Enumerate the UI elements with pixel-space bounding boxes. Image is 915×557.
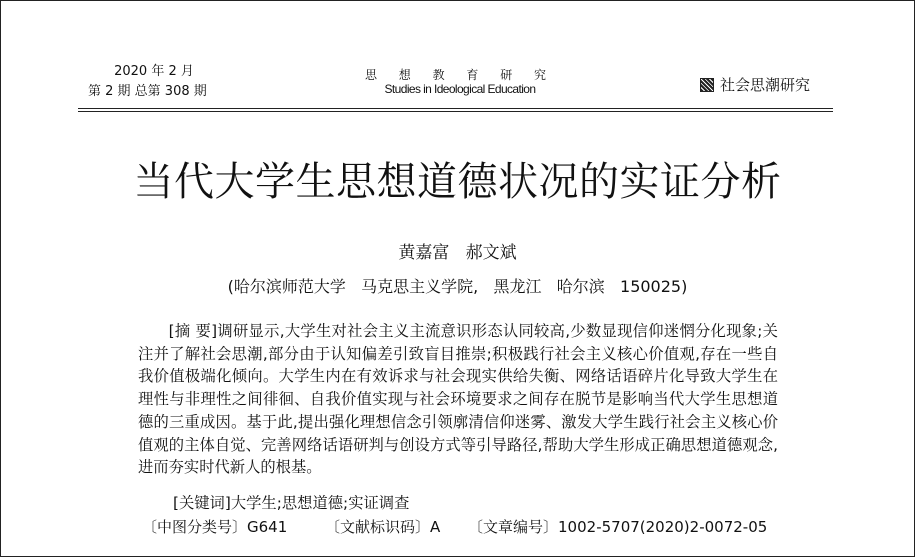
article-title: 当代大学生思想道德状况的实证分析: [133, 159, 782, 205]
journal-title-en: Studies in Ideological Education: [384, 82, 536, 96]
article-authors: 黄嘉富 郝文斌: [398, 243, 517, 263]
document-code: [325, 516, 440, 537]
column-name: [700, 74, 810, 95]
keywords-label: [关键词]: [173, 494, 231, 512]
author-affiliation: (哈尔滨师范大学 马克思主义学院, 黑龙江 哈尔滨 150025): [227, 277, 688, 296]
article-number: [468, 516, 767, 537]
keywords: [173, 491, 409, 513]
journal-title-cn: 思 想 教 育 研 究: [364, 68, 556, 82]
abstract: [138, 320, 778, 479]
header-rule-bottom: [78, 111, 833, 112]
article-no-value: 1002-5707(2020)2-0072-05: [558, 518, 768, 536]
clc-value: G641: [247, 518, 288, 536]
doc-code-value: A: [430, 518, 441, 536]
hatched-square-icon: [700, 78, 714, 92]
issue-number: 第 2 期 总第 308 期: [88, 84, 207, 99]
abstract-text: 调研显示,大学生对社会主义主流意识形态认同较高,少数显现信仰迷惘分化现象;关注并了解社会思潮,部分由于认知偏差引致盲目推崇;积极践行社会主义核心价值观,存在一些自我价值极端化倾向。大学生内在有效诉求与社会现实供给失衡、网络话语碎片化导致大学生在理性与非理性之间徘徊、自我价值实现与社会环境要求之间存在脱节是影响当代大学生思想道德的三重成因。基于此,提出强化理想信念引领廓清信仰迷雾、激发大学生践行社会主义核心价值观的主体自觉、完善网络话语研判与创设方式等引导路径,帮助大学生形成正确思想道德观念,进而夯实时代新人的根基。: [138, 322, 778, 477]
header-rule-top: [78, 108, 833, 109]
doc-code-label: 〔文献标识码〕: [325, 518, 431, 536]
issue-date: 2020 年 2 月: [114, 64, 194, 79]
column-label: 社会思潮研究: [720, 76, 811, 94]
clc-number: [142, 516, 287, 537]
clc-label: 〔中图分类号〕: [142, 518, 248, 536]
article-no-label: 〔文章编号〕: [468, 518, 559, 536]
keywords-text: 大学生;思想道德;实证调查: [230, 494, 410, 512]
abstract-label: [摘 要]: [168, 322, 218, 340]
